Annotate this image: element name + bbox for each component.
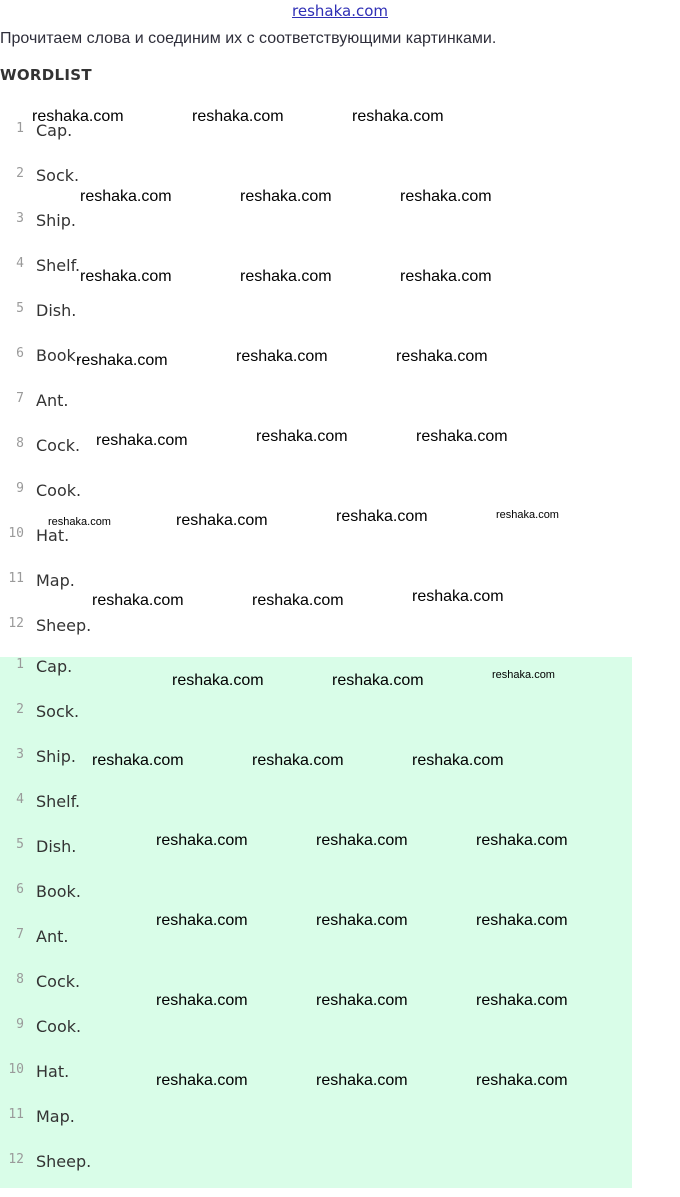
watermark: reshaka.com xyxy=(476,1072,568,1089)
item-number: 6 xyxy=(16,346,24,361)
watermark: reshaka.com xyxy=(412,752,504,769)
watermark: reshaka.com xyxy=(400,268,492,285)
item-number: 10 xyxy=(8,1062,24,1077)
item-number: 7 xyxy=(16,391,24,406)
list-item xyxy=(0,121,632,166)
list-item xyxy=(0,702,632,747)
item-number: 1 xyxy=(16,121,24,136)
wordlist-heading: WORDLIST xyxy=(0,66,92,84)
watermark: reshaka.com xyxy=(336,508,428,525)
watermark: reshaka.com xyxy=(48,516,111,528)
watermark: reshaka.com xyxy=(496,509,559,521)
item-number: 10 xyxy=(8,526,24,541)
watermark: reshaka.com xyxy=(412,588,504,605)
item-word: Hat. xyxy=(36,526,70,545)
list-item xyxy=(0,1017,632,1062)
watermark: reshaka.com xyxy=(400,188,492,205)
item-number: 4 xyxy=(16,792,24,807)
watermark: reshaka.com xyxy=(236,348,328,365)
watermark: reshaka.com xyxy=(92,592,184,609)
item-number: 5 xyxy=(16,837,24,852)
watermark: reshaka.com xyxy=(416,428,508,445)
item-word: Ship. xyxy=(36,211,76,230)
list-item xyxy=(0,1107,632,1152)
item-number: 2 xyxy=(16,166,24,181)
watermark: reshaka.com xyxy=(96,432,188,449)
item-number: 6 xyxy=(16,882,24,897)
watermark: reshaka.com xyxy=(396,348,488,365)
list-item xyxy=(0,301,632,346)
list-item xyxy=(0,211,632,256)
item-word: Cook. xyxy=(36,481,82,500)
item-word: Book. xyxy=(36,346,81,365)
watermark: reshaka.com xyxy=(156,1072,248,1089)
watermark: reshaka.com xyxy=(332,672,424,689)
watermark: reshaka.com xyxy=(32,108,124,125)
item-word: Map. xyxy=(36,571,75,590)
watermark: reshaka.com xyxy=(92,752,184,769)
watermark: reshaka.com xyxy=(352,108,444,125)
watermark: reshaka.com xyxy=(316,912,408,929)
item-word: Cap. xyxy=(36,121,73,140)
watermark: reshaka.com xyxy=(252,752,344,769)
watermark: reshaka.com xyxy=(492,669,555,681)
item-word: Sheep. xyxy=(36,1152,92,1171)
item-word: Sock. xyxy=(36,166,80,185)
item-word: Ant. xyxy=(36,391,69,410)
site-link[interactable]: reshaka.com xyxy=(292,2,388,20)
watermark: reshaka.com xyxy=(316,832,408,849)
watermark: reshaka.com xyxy=(476,832,568,849)
item-word: Shelf. xyxy=(36,256,81,275)
item-word: Cock. xyxy=(36,436,81,455)
item-number: 3 xyxy=(16,211,24,226)
watermark: reshaka.com xyxy=(476,992,568,1009)
item-number: 1 xyxy=(16,657,24,672)
watermark: reshaka.com xyxy=(80,188,172,205)
watermark: reshaka.com xyxy=(316,992,408,1009)
item-number: 12 xyxy=(8,1152,24,1167)
item-word: Cook. xyxy=(36,1017,82,1036)
item-word: Map. xyxy=(36,1107,75,1126)
list-item xyxy=(0,927,632,972)
item-word: Sheep. xyxy=(36,616,92,635)
item-number: 11 xyxy=(8,571,24,586)
watermark: reshaka.com xyxy=(476,912,568,929)
item-number: 11 xyxy=(8,1107,24,1122)
item-number: 12 xyxy=(8,616,24,631)
item-number: 2 xyxy=(16,702,24,717)
list-item xyxy=(0,1152,632,1197)
watermark: reshaka.com xyxy=(316,1072,408,1089)
item-number: 3 xyxy=(16,747,24,762)
watermark: reshaka.com xyxy=(156,992,248,1009)
item-number: 4 xyxy=(16,256,24,271)
item-word: Book. xyxy=(36,882,81,901)
item-word: Hat. xyxy=(36,1062,70,1081)
item-number: 8 xyxy=(16,436,24,451)
item-word: Sock. xyxy=(36,702,80,721)
watermark: reshaka.com xyxy=(192,108,284,125)
list-item xyxy=(0,616,632,661)
watermark: reshaka.com xyxy=(252,592,344,609)
watermark: reshaka.com xyxy=(172,672,264,689)
item-word: Shelf. xyxy=(36,792,81,811)
item-number: 5 xyxy=(16,301,24,316)
item-number: 9 xyxy=(16,481,24,496)
item-number: 9 xyxy=(16,1017,24,1032)
watermark: reshaka.com xyxy=(176,512,268,529)
watermark: reshaka.com xyxy=(240,268,332,285)
instruction-text: Прочитаем слова и соединим их с соответствующими картинками. xyxy=(0,30,497,47)
item-number: 8 xyxy=(16,972,24,987)
watermark: reshaka.com xyxy=(156,912,248,929)
item-word: Cock. xyxy=(36,972,81,991)
watermark: reshaka.com xyxy=(156,832,248,849)
item-word: Dish. xyxy=(36,301,77,320)
list-item xyxy=(0,526,632,571)
item-word: Cap. xyxy=(36,657,73,676)
watermark: reshaka.com xyxy=(256,428,348,445)
watermark: reshaka.com xyxy=(80,268,172,285)
item-word: Dish. xyxy=(36,837,77,856)
list-item xyxy=(0,792,632,837)
item-word: Ant. xyxy=(36,927,69,946)
watermark: reshaka.com xyxy=(240,188,332,205)
watermark: reshaka.com xyxy=(76,352,168,369)
item-number: 7 xyxy=(16,927,24,942)
item-word: Ship. xyxy=(36,747,76,766)
